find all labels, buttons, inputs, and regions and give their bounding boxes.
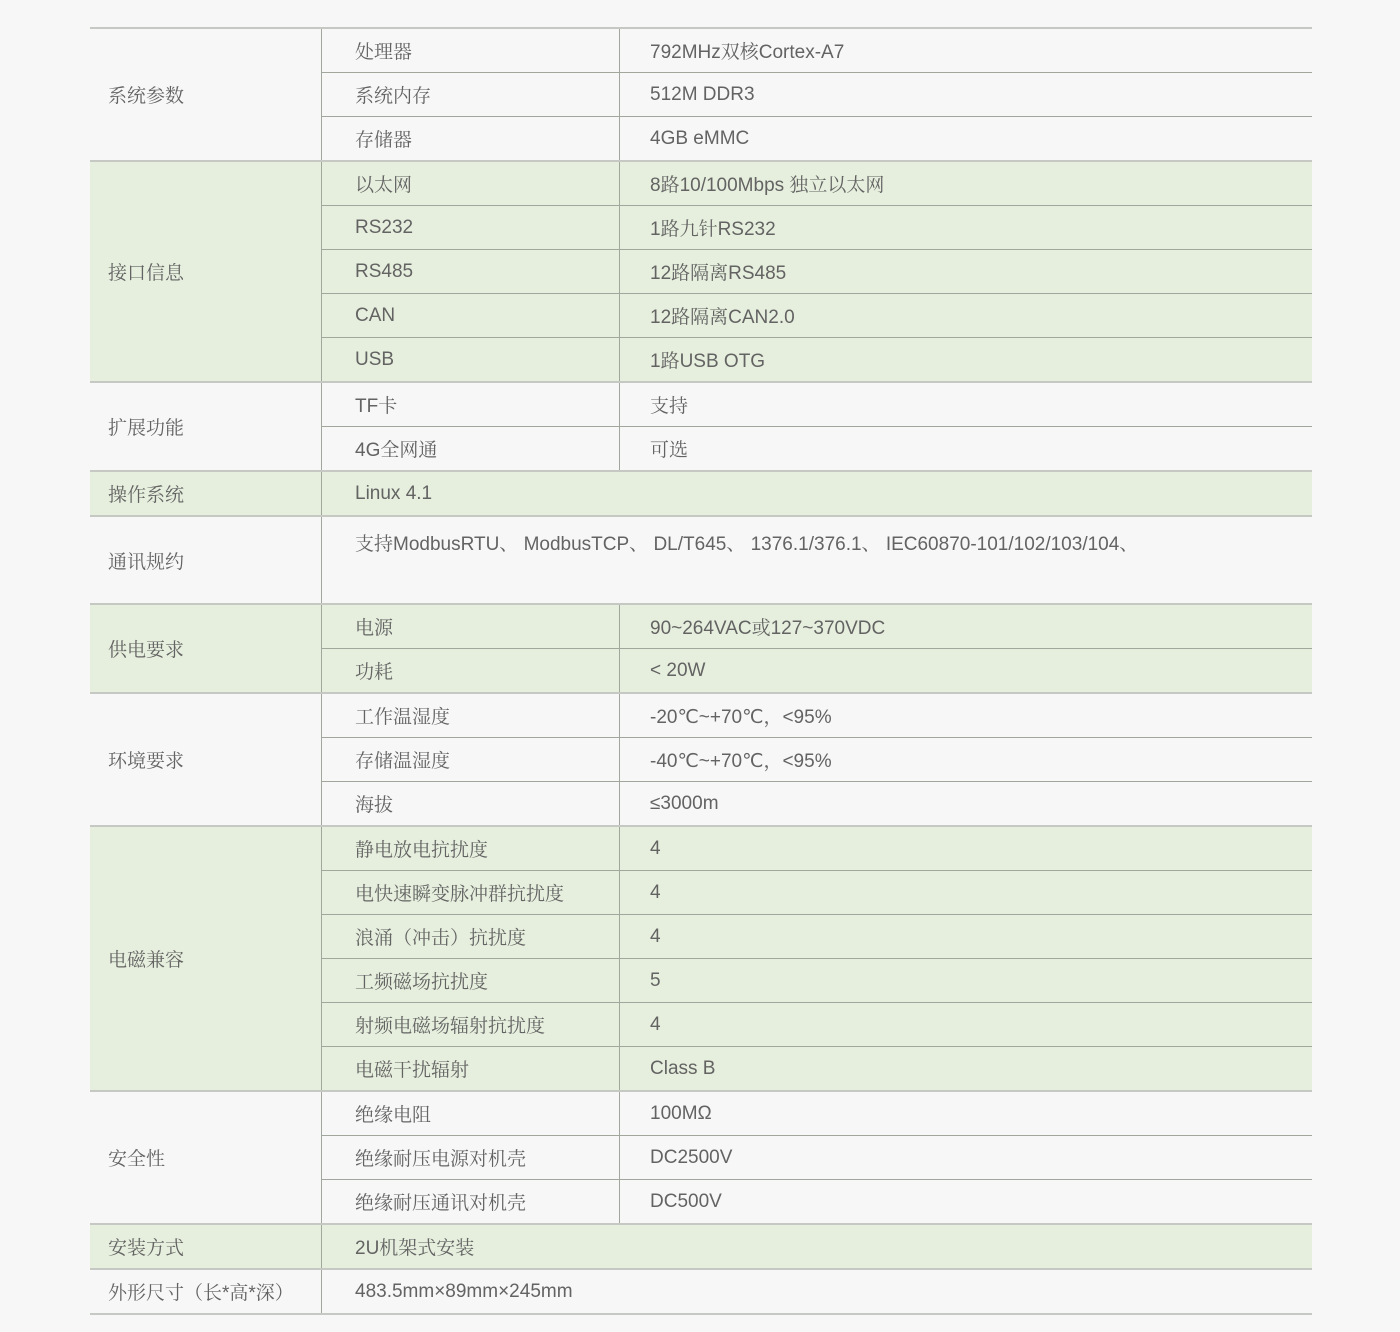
param-cell-text: 电源: [355, 618, 394, 639]
value-cell-text: 2U机架式安装: [355, 1238, 475, 1259]
group-body: [322, 827, 1312, 1090]
value-cell: [620, 1180, 1312, 1223]
value-cell-text: 8路10/100Mbps 独立以太网: [650, 175, 885, 196]
category-label: 安装方式: [108, 1238, 185, 1259]
param-cell: [322, 427, 620, 470]
param-cell-text: USB: [355, 348, 395, 370]
table-row: [322, 337, 1312, 381]
value-cell: [620, 383, 1312, 426]
value-cell: [322, 1270, 1312, 1313]
value-cell-text: 4: [650, 837, 661, 859]
value-cell-text: Linux 4.1: [355, 482, 433, 504]
table-row: [322, 1225, 1312, 1268]
group-body: [322, 605, 1312, 692]
param-cell-text: 系统内存: [355, 86, 432, 107]
category-cell: [90, 1092, 322, 1223]
value-cell-text: 4: [650, 925, 661, 947]
category-label: 外形尺寸（长*高*深）: [108, 1283, 294, 1304]
spec-table: [90, 27, 1312, 1315]
param-cell-text: 4G全网通: [355, 440, 438, 461]
param-cell-text: RS232: [355, 216, 414, 238]
category-cell: [90, 383, 322, 470]
param-cell: [322, 117, 620, 160]
table-row: [322, 1002, 1312, 1046]
param-cell: [322, 383, 620, 426]
value-cell-text: 支持ModbusRTU、 ModbusTCP、 DL/T645、 1376.1/376.1、 IEC60870-101/102/103/104、: [355, 534, 1139, 555]
param-cell: [322, 605, 620, 648]
value-cell: [620, 827, 1312, 870]
param-cell-text: 工频磁场抗扰度: [355, 972, 489, 993]
param-cell-text: 电快速瞬变脉冲群抗扰度: [355, 884, 565, 905]
spec-group: [90, 1223, 1312, 1268]
value-cell-text: ≤3000m: [650, 792, 719, 814]
value-cell-text: -40℃~+70℃，<95%: [650, 751, 832, 772]
spec-group: [90, 381, 1312, 470]
category-cell: [90, 162, 322, 381]
value-cell-text: 512M DDR3: [650, 83, 755, 105]
table-row: [322, 1135, 1312, 1179]
category-label: 环境要求: [108, 751, 185, 772]
table-row: [322, 72, 1312, 116]
spec-group: [90, 160, 1312, 381]
spec-group: [90, 470, 1312, 515]
value-cell: [620, 694, 1312, 737]
param-cell-text: 静电放电抗扰度: [355, 840, 489, 861]
param-cell: [322, 1047, 620, 1090]
value-cell: [322, 472, 1312, 515]
param-cell: [322, 250, 620, 293]
value-cell-text: 支持: [650, 396, 689, 417]
table-row: [322, 1270, 1312, 1313]
value-cell: [620, 1003, 1312, 1046]
value-cell: [620, 871, 1312, 914]
param-cell-text: 电磁干扰辐射: [355, 1060, 470, 1081]
value-cell-text: 12路隔离RS485: [650, 263, 787, 284]
category-label: 通讯规约: [108, 551, 185, 573]
category-cell: [90, 694, 322, 825]
table-row: [322, 426, 1312, 470]
value-cell: [620, 162, 1312, 205]
value-cell-text: 100MΩ: [650, 1102, 712, 1124]
value-cell: [322, 517, 1312, 603]
value-cell: [620, 338, 1312, 381]
param-cell: [322, 338, 620, 381]
param-cell-text: 海拔: [355, 795, 394, 816]
param-cell: [322, 294, 620, 337]
param-cell: [322, 29, 620, 72]
param-cell: [322, 649, 620, 692]
spec-group: [90, 603, 1312, 692]
category-label: 扩展功能: [108, 418, 185, 439]
group-body: [322, 517, 1312, 603]
value-cell-text: 可选: [650, 440, 689, 461]
param-cell: [322, 1003, 620, 1046]
table-row: [322, 162, 1312, 205]
spec-group: [90, 692, 1312, 825]
value-cell-text: 4GB eMMC: [650, 127, 750, 149]
table-row: [322, 249, 1312, 293]
param-cell-text: RS485: [355, 260, 414, 282]
value-cell: [620, 29, 1312, 72]
category-cell: [90, 1270, 322, 1313]
spec-group: [90, 515, 1312, 603]
value-cell: [620, 206, 1312, 249]
table-row: [322, 472, 1312, 515]
value-cell: [322, 1225, 1312, 1268]
category-cell: [90, 472, 322, 515]
table-row: [322, 781, 1312, 825]
category-label: 供电要求: [108, 640, 185, 661]
value-cell: [620, 782, 1312, 825]
param-cell: [322, 827, 620, 870]
group-body: [322, 29, 1312, 160]
value-cell: [620, 294, 1312, 337]
table-row: [322, 205, 1312, 249]
param-cell-text: 存储器: [355, 130, 413, 151]
value-cell: [620, 250, 1312, 293]
group-body: [322, 472, 1312, 515]
param-cell: [322, 871, 620, 914]
param-cell-text: 工作温湿度: [355, 707, 451, 728]
value-cell-text: 1路USB OTG: [650, 351, 766, 372]
category-label: 电磁兼容: [108, 950, 185, 971]
param-cell-text: 绝缘电阻: [355, 1105, 432, 1126]
value-cell-text: 1路九针RS232: [650, 219, 776, 240]
value-cell-text: -20℃~+70℃，<95%: [650, 707, 832, 728]
table-row: [322, 1092, 1312, 1135]
category-cell: [90, 605, 322, 692]
value-cell-text: 4: [650, 881, 661, 903]
spec-group: [90, 825, 1312, 1090]
param-cell-text: TF卡: [355, 396, 398, 417]
table-row: [322, 958, 1312, 1002]
table-row: [322, 648, 1312, 692]
category-cell: [90, 827, 322, 1090]
table-row: [322, 293, 1312, 337]
param-cell-text: 以太网: [355, 175, 413, 196]
param-cell: [322, 1136, 620, 1179]
value-cell-text: < 20W: [650, 659, 706, 681]
param-cell: [322, 1092, 620, 1135]
param-cell: [322, 915, 620, 958]
value-cell-text: 792MHz双核Cortex-A7: [650, 42, 845, 63]
value-cell: [620, 649, 1312, 692]
category-label: 操作系统: [108, 485, 185, 506]
param-cell-text: 处理器: [355, 42, 413, 63]
value-cell-text: 12路隔离CAN2.0: [650, 307, 795, 328]
param-cell-text: 绝缘耐压通讯对机壳: [355, 1193, 527, 1214]
table-row: [322, 827, 1312, 870]
value-cell: [620, 73, 1312, 116]
category-cell: [90, 517, 322, 603]
value-cell: [620, 915, 1312, 958]
group-body: [322, 1225, 1312, 1268]
value-cell-text: 483.5mm×89mm×245mm: [355, 1280, 573, 1302]
table-row: [322, 1046, 1312, 1090]
param-cell: [322, 738, 620, 781]
param-cell-text: CAN: [355, 304, 396, 326]
table-row: [322, 605, 1312, 648]
value-cell-text: 90~264VAC或127~370VDC: [650, 618, 886, 639]
param-cell: [322, 73, 620, 116]
value-cell-text: Class B: [650, 1057, 716, 1079]
table-row: [322, 870, 1312, 914]
table-row: [322, 517, 1312, 603]
param-cell-text: 射频电磁场辐射抗扰度: [355, 1016, 546, 1037]
value-cell-text: 5: [650, 969, 661, 991]
category-label: 安全性: [108, 1149, 166, 1170]
category-label: 接口信息: [108, 263, 185, 284]
param-cell: [322, 162, 620, 205]
category-cell: [90, 1225, 322, 1268]
param-cell-text: 功耗: [355, 662, 394, 683]
table-row: [322, 914, 1312, 958]
table-row: [322, 694, 1312, 737]
param-cell: [322, 782, 620, 825]
value-cell: [620, 1092, 1312, 1135]
table-row: [322, 737, 1312, 781]
value-cell: [620, 738, 1312, 781]
value-cell: [620, 605, 1312, 648]
value-cell-text: 4: [650, 1013, 661, 1035]
spec-group: [90, 27, 1312, 160]
value-cell: [620, 1047, 1312, 1090]
group-body: [322, 694, 1312, 825]
value-cell: [620, 1136, 1312, 1179]
table-row: [322, 116, 1312, 160]
param-cell: [322, 694, 620, 737]
table-row: [322, 1179, 1312, 1223]
param-cell: [322, 959, 620, 1002]
value-cell-text: DC2500V: [650, 1146, 733, 1168]
param-cell-text: 绝缘耐压电源对机壳: [355, 1149, 527, 1170]
param-cell-text: 存储温湿度: [355, 751, 451, 772]
spec-group: [90, 1268, 1312, 1313]
param-cell-text: 浪涌（冲击）抗扰度: [355, 928, 527, 949]
param-cell: [322, 206, 620, 249]
group-body: [322, 1270, 1312, 1313]
value-cell: [620, 117, 1312, 160]
value-cell: [620, 959, 1312, 1002]
category-label: 系统参数: [108, 86, 185, 107]
param-cell: [322, 1180, 620, 1223]
spec-group: [90, 1090, 1312, 1223]
category-cell: [90, 29, 322, 160]
group-body: [322, 162, 1312, 381]
value-cell: [620, 427, 1312, 470]
value-cell-text: DC500V: [650, 1190, 722, 1212]
group-body: [322, 383, 1312, 470]
table-row: [322, 29, 1312, 72]
table-row: [322, 383, 1312, 426]
group-body: [322, 1092, 1312, 1223]
